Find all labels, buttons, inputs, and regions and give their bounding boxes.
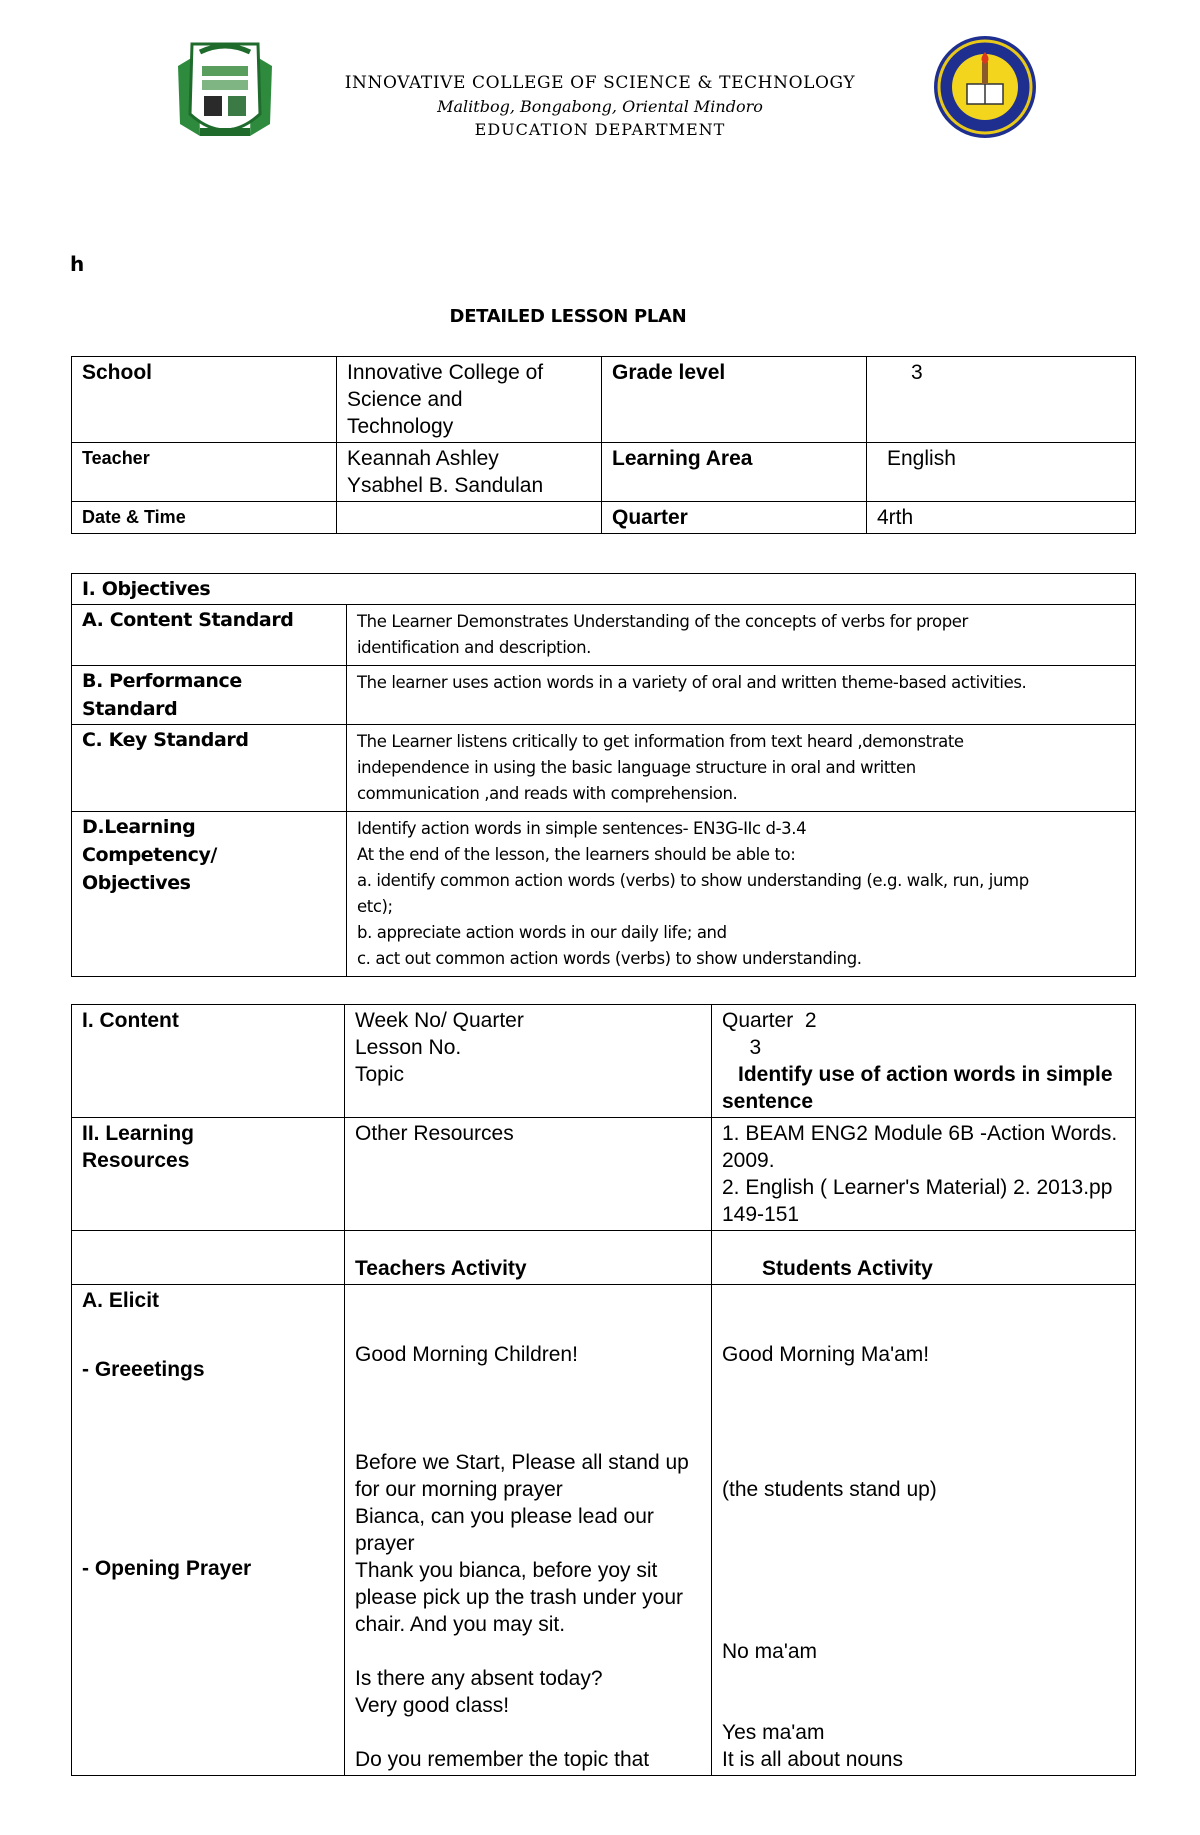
students-activity-header: Students Activity bbox=[712, 1231, 1136, 1285]
date-time-value bbox=[337, 502, 602, 534]
performance-standard-value: The learner uses action words in a variety of oral and written theme-based activities. bbox=[347, 666, 1136, 725]
document-header bbox=[0, 30, 1200, 160]
learning-area-value: English bbox=[867, 443, 1136, 502]
elicit-label: A. Elicit bbox=[82, 1289, 160, 1312]
lesson-info-table bbox=[71, 356, 1136, 534]
college-address: Malitbog, Bongabong, Oriental Mindoro bbox=[437, 97, 763, 116]
opening-prayer-label: - Opening Prayer bbox=[82, 1557, 252, 1580]
content-values: Quarter 2 3 Identify use of action words in simple sentence bbox=[712, 1005, 1136, 1118]
content-standard-value: The Learner Demonstrates Understanding of the concepts of verbs for proper identification and description. bbox=[347, 605, 1136, 666]
student-activity-lines: Good Morning Ma'am! (the students stand up) No ma'am Yes ma'am It is all about nouns bbox=[712, 1285, 1136, 1776]
grade-level-value: 3 bbox=[867, 357, 1136, 443]
college-name: INNOVATIVE COLLEGE OF SCIENCE & TECHNOLOGY bbox=[344, 73, 856, 93]
activity-stages bbox=[72, 1285, 345, 1776]
key-standard-value: The Learner listens critically to get information from text heard ,demonstrate independence in using the basic language structure in oral and written communication ,and reads with comprehension. bbox=[347, 725, 1136, 812]
performance-standard-label: B. Performance Standard bbox=[72, 666, 347, 725]
page-title: DETAILED LESSON PLAN bbox=[449, 306, 687, 327]
objectives-table bbox=[71, 573, 1136, 977]
content-table bbox=[71, 1004, 1136, 1776]
learning-resources-label: II. Learning Resources bbox=[72, 1118, 345, 1231]
table-row bbox=[72, 666, 1136, 725]
department-name: EDUCATION DEPARTMENT bbox=[474, 120, 726, 139]
header-text bbox=[290, 70, 910, 142]
school-label: School bbox=[72, 357, 337, 443]
key-standard-label: C. Key Standard bbox=[72, 725, 347, 812]
table-row bbox=[72, 443, 1136, 502]
learning-competency-label: D.Learning Competency/ Objectives bbox=[72, 812, 347, 977]
department-seal-logo bbox=[932, 34, 1038, 140]
quarter-label: Quarter bbox=[602, 502, 867, 534]
learning-area-label: Learning Area bbox=[602, 443, 867, 502]
school-value: Innovative College of Science and Technology bbox=[337, 357, 602, 443]
table-row bbox=[72, 725, 1136, 812]
table-row bbox=[72, 574, 1136, 605]
table-row bbox=[72, 605, 1136, 666]
teachers-activity-header: Teachers Activity bbox=[345, 1231, 712, 1285]
college-seal-logo bbox=[170, 36, 280, 148]
table-row bbox=[72, 502, 1136, 534]
content-label: I. Content bbox=[72, 1005, 345, 1118]
teacher-activity-lines: Good Morning Children! Before we Start, Please all stand up for our morning prayer Bianca, can you please lead our prayer Thank you bianca, before yoy sit please pick up the trash under your chair. And you may sit. Is there any absent today? Very good class! Do you remember the topic that bbox=[345, 1285, 712, 1776]
table-row bbox=[72, 1005, 1136, 1118]
table-row bbox=[72, 1231, 1136, 1285]
table-row bbox=[72, 357, 1136, 443]
stray-character: h bbox=[70, 252, 85, 276]
content-details: Week No/ Quarter Lesson No. Topic bbox=[345, 1005, 712, 1118]
objectives-heading: I. Objectives bbox=[72, 574, 1136, 605]
topic-value: Identify use of action words in simple sentence bbox=[722, 1063, 1113, 1113]
table-row bbox=[72, 1285, 1136, 1776]
greetings-label: - Greeetings bbox=[82, 1358, 205, 1381]
table-row bbox=[72, 1118, 1136, 1231]
content-standard-label: A. Content Standard bbox=[72, 605, 347, 666]
resources-list: 1. BEAM ENG2 Module 6B -Action Words. 2009. 2. English ( Learner's Material) 2. 2013.pp 149-151 bbox=[712, 1118, 1136, 1231]
teacher-value: Keannah Ashley Ysabhel B. Sandulan bbox=[337, 443, 602, 502]
teacher-label: Teacher bbox=[72, 443, 337, 502]
grade-level-label: Grade level bbox=[602, 357, 867, 443]
date-time-label: Date & Time bbox=[72, 502, 337, 534]
learning-competency-value: Identify action words in simple sentences- EN3G-IIc d-3.4 At the end of the lesson, the learners should be able to: a. identify common action words (verbs) to show understanding (e.g. walk, run, jump etc); b. appreciate action words in our daily life; and c. act out common action words (verbs) to show understanding. bbox=[347, 812, 1136, 977]
quarter-value: 4rth bbox=[867, 502, 1136, 534]
other-resources-label: Other Resources bbox=[345, 1118, 712, 1231]
table-row bbox=[72, 812, 1136, 977]
